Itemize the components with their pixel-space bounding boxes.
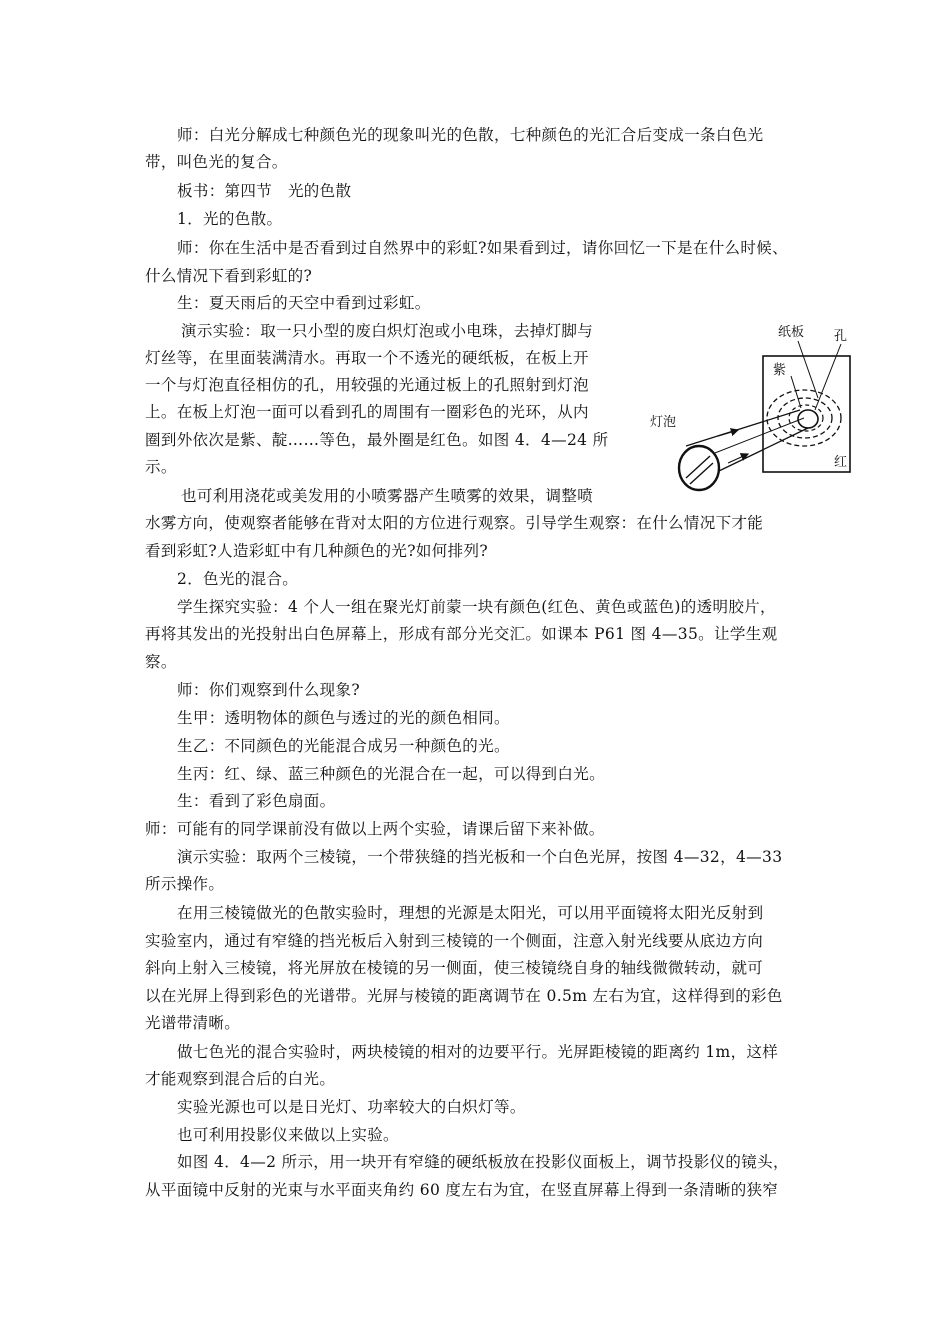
paragraph-line: 再将其发出的光投射出白色屏幕上，形成有部分光交汇。如课本 P61 图 4—35。让学生观: [145, 625, 778, 643]
paragraph-line: 斜向上射入三棱镜，将光屏放在棱镜的另一侧面，使三棱镜绕自身的轴线微微转动，就可: [145, 959, 764, 977]
bulb: [679, 446, 719, 490]
paragraph-line: 师：可能有的同学课前没有做以上两个实验，请课后留下来补做。: [145, 820, 605, 838]
paragraph-line: 板书：第四节 光的色散: [177, 182, 352, 200]
paragraph-line: 什么情况下看到彩虹的?: [145, 267, 313, 285]
paragraph-line: 生：看到了彩色扇面。: [177, 792, 336, 810]
paragraph-line: 也可利用浇花或美发用的小喷雾器产生喷雾的效果，调整喷: [181, 487, 594, 505]
paragraph-line: 师：你在生活中是否看到过自然界中的彩虹?如果看到过，请你回忆一下是在什么时候、: [177, 239, 788, 257]
paragraph-line: 生甲：透明物体的颜色与透过的光的颜色相同。: [177, 709, 510, 727]
label-cardboard: 纸板: [778, 325, 805, 340]
paragraph-line: 生乙：不同颜色的光能混合成另一种颜色的光。: [177, 737, 510, 755]
ray-arrow-1: [718, 430, 738, 436]
paragraph-line: 察。: [145, 653, 177, 671]
figure-drawing: [648, 318, 856, 500]
paragraph-line: 所示操作。: [145, 875, 225, 893]
paragraph-line: 圈到外依次是紫、靛……等色，最外圈是红色。如图 4．4—24 所: [145, 431, 609, 449]
bulb-rainbow-figure: [648, 318, 856, 500]
paragraph-line: 实验室内，通过有窄缝的挡光板后入射到三棱镜的一个侧面，注意入射光线要从底边方向: [145, 932, 764, 950]
paragraph-line: 以在光屏上得到彩色的光谱带。光屏与棱镜的距离调节在 0.5m 左右为宜，这样得到的彩色: [145, 987, 783, 1005]
paragraph-line: 在用三棱镜做光的色散实验时，理想的光源是太阳光，可以用平面镜将太阳光反射到: [177, 904, 764, 922]
paragraph-line: 灯丝等，在里面装满清水。再取一个不透光的硬纸板，在板上开: [145, 349, 589, 367]
paragraph-line: 上。在板上灯泡一面可以看到孔的周围有一圈彩色的光环，从内: [145, 403, 589, 421]
paragraph-line: 2．色光的混合。: [177, 570, 299, 588]
paragraph-line: 1．光的色散。: [177, 210, 283, 228]
paragraph-line: 如图 4．4—2 所示，用一块开有窄缝的硬纸板放在投影仪面板上，调节投影仪的镜头，: [177, 1153, 789, 1171]
paragraph-line: 师：白光分解成七种颜色光的现象叫光的色散，七种颜色的光汇合后变成一条白色光: [177, 126, 764, 144]
paragraph-line: 师：你们观察到什么现象?: [177, 681, 361, 699]
paragraph-line: 生：夏天雨后的天空中看到过彩虹。: [177, 294, 431, 312]
label-violet: 紫: [773, 363, 787, 378]
paragraph-line: 光谱带清晰。: [145, 1014, 241, 1032]
paragraph-line: 演示实验：取两个三棱镜，一个带狭缝的挡光板和一个白色光屏，按图 4—32，4—33: [177, 848, 783, 866]
leader-board: [798, 341, 818, 398]
leader-violet: [791, 376, 801, 408]
paragraph-line: 看到彩虹?人造彩虹中有几种颜色的光?如何排列?: [145, 542, 488, 560]
paragraph-line: 从平面镜中反射的光束与水平面夹角约 60 度左右为宜，在竖直屏幕上得到一条清晰的狭窄: [145, 1181, 779, 1199]
paragraph-line: 才能观察到混合后的白光。: [145, 1070, 336, 1088]
paragraph-line: 演示实验：取一只小型的废白炽灯泡或小电珠，去掉灯脚与: [181, 322, 594, 340]
label-hole: 孔: [834, 329, 848, 344]
paragraph-line: 也可利用投影仪来做以上实验。: [177, 1126, 399, 1144]
label-red: 红: [834, 455, 848, 470]
paragraph-line: 示。: [145, 458, 177, 476]
paragraph-line: 学生探究实验：4 个人一组在聚光灯前蒙一块有颜色(红色、黄色或蓝色)的透明胶片，: [177, 598, 776, 616]
paragraph-line: 水雾方向，使观察者能够在背对太阳的方位进行观察。引导学生观察：在什么情况下才能: [145, 514, 764, 532]
paragraph-line: 带，叫色光的复合。: [145, 153, 288, 171]
label-bulb: 灯泡: [650, 415, 677, 430]
leader-hole: [815, 344, 841, 410]
paragraph-line: 生丙：红、绿、蓝三种颜色的光混合在一起，可以得到白光。: [177, 765, 605, 783]
paragraph-line: 做七色光的混合实验时，两块棱镜的相对的边要平行。光屏距棱镜的距离约 1m，这样: [177, 1043, 779, 1061]
paragraph-line: 一个与灯泡直径相仿的孔，用较强的光通过板上的孔照射到灯泡: [145, 376, 589, 394]
paragraph-line: 实验光源也可以是日光灯、功率较大的白炽灯等。: [177, 1098, 526, 1116]
